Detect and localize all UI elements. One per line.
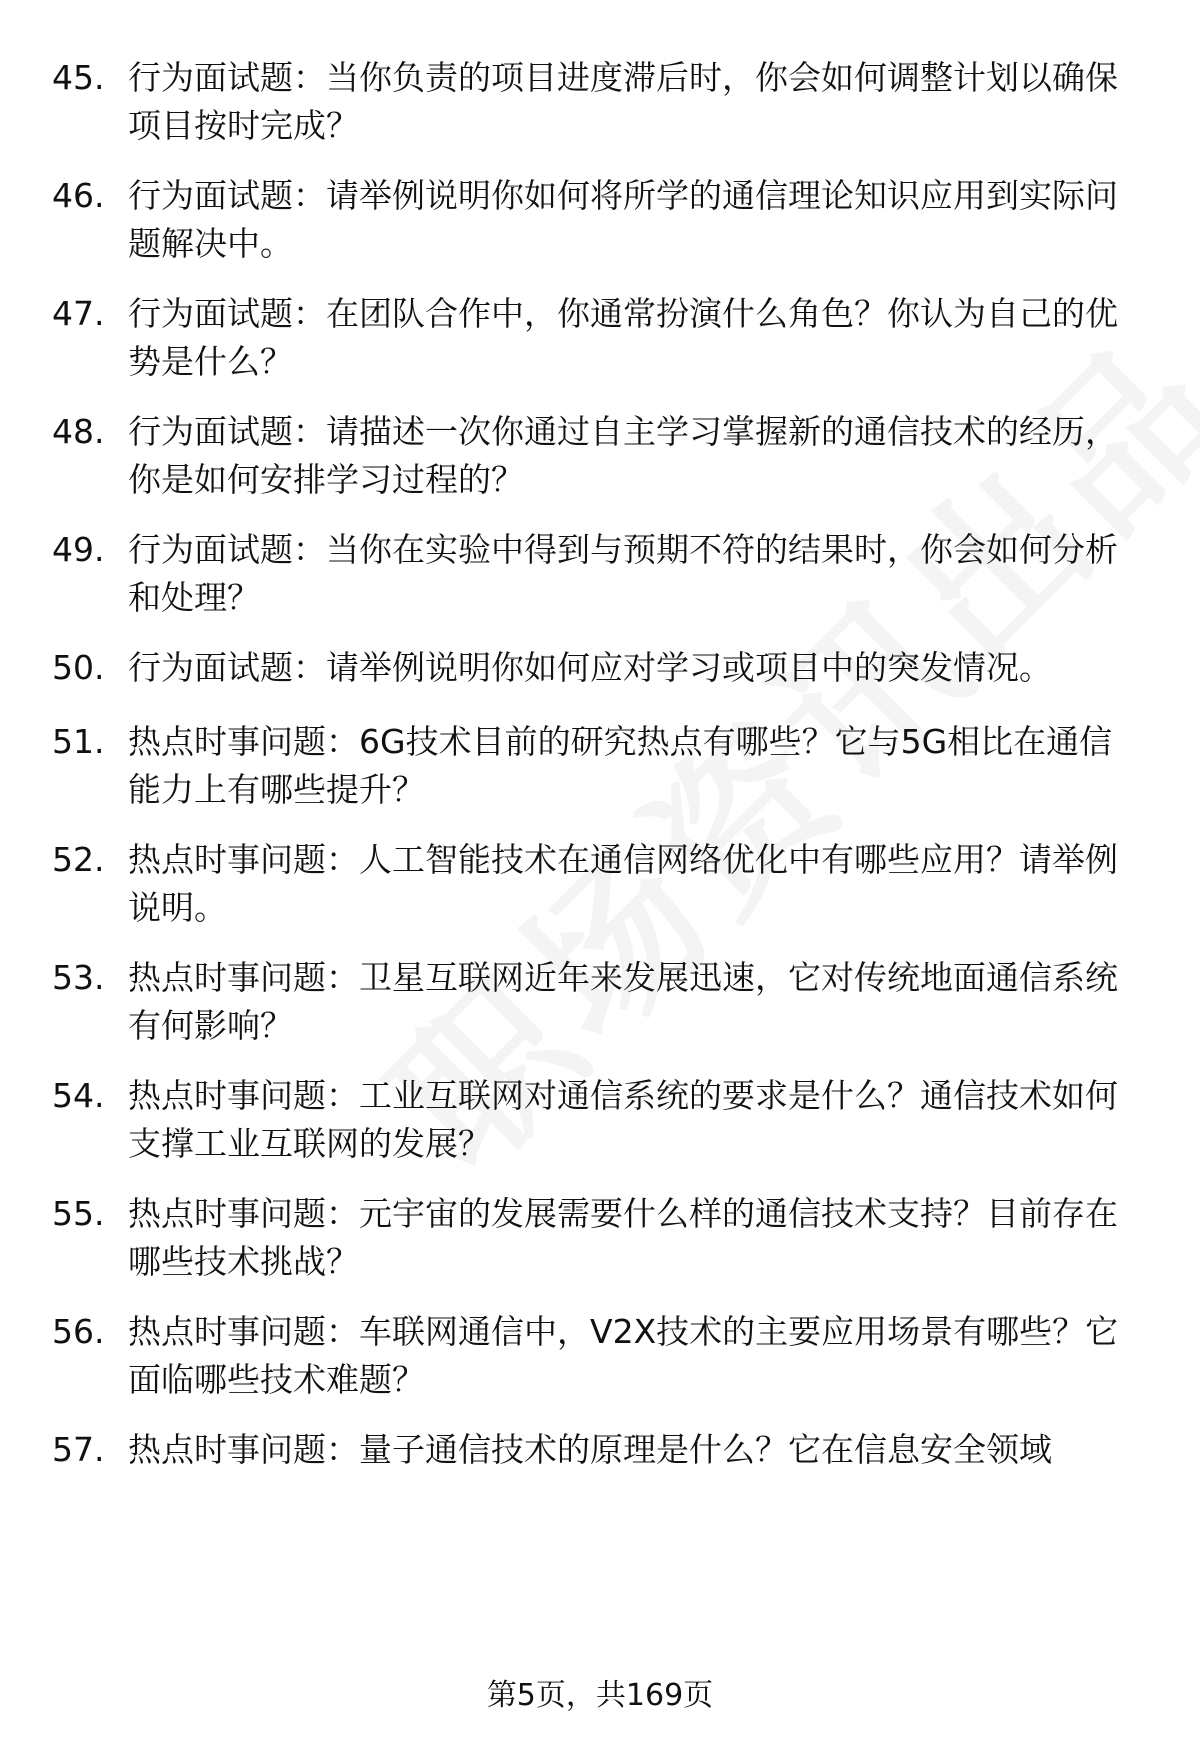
list-item	[0, 836, 1200, 936]
question-number: 46.	[52, 176, 105, 215]
list-item	[0, 526, 1200, 626]
question-text: 热点时事问题：6G技术目前的研究热点有哪些？它与5G相比在通信能力上有哪些提升？	[128, 722, 1113, 809]
question-text: 行为面试题：在团队合作中，你通常扮演什么角色？你认为自己的优势是什么？	[128, 294, 1118, 381]
list-item	[0, 54, 1200, 154]
page-footer: 第5页，共169页	[486, 1678, 714, 1713]
list-item	[0, 290, 1200, 390]
list-item	[0, 172, 1200, 272]
question-text: 热点时事问题：人工智能技术在通信网络优化中有哪些应用？请举例说明。	[128, 840, 1118, 927]
question-text: 行为面试题：请举例说明你如何将所学的通信理论知识应用到实际问题解决中。	[128, 176, 1118, 263]
question-number: 48.	[52, 412, 105, 451]
question-text: 行为面试题：当你负责的项目进度滞后时，你会如何调整计划以确保项目按时完成？	[128, 58, 1118, 145]
question-text: 热点时事问题：车联网通信中，V2X技术的主要应用场景有哪些？它面临哪些技术难题？	[128, 1312, 1119, 1399]
question-text: 热点时事问题：元宇宙的发展需要什么样的通信技术支持？目前存在哪些技术挑战？	[128, 1194, 1118, 1281]
question-number: 50.	[52, 648, 105, 687]
question-text: 热点时事问题：量子通信技术的原理是什么？它在信息安全领域	[128, 1430, 1052, 1469]
question-text: 行为面试题：请描述一次你通过自主学习掌握新的通信技术的经历，你是如何安排学习过程的？	[128, 412, 1118, 499]
question-number: 51.	[52, 722, 105, 761]
list-item	[0, 1426, 1200, 1526]
list-item	[0, 408, 1200, 508]
question-number: 55.	[52, 1194, 105, 1233]
question-number: 53.	[52, 958, 105, 997]
list-item	[0, 1190, 1200, 1290]
question-number: 45.	[52, 58, 105, 97]
question-text: 热点时事问题：工业互联网对通信系统的要求是什么？通信技术如何支撑工业互联网的发展？	[128, 1076, 1118, 1163]
question-number: 57.	[52, 1430, 105, 1469]
question-text: 行为面试题：请举例说明你如何应对学习或项目中的突发情况。	[128, 648, 1052, 687]
question-number: 52.	[52, 840, 105, 879]
question-text: 热点时事问题：卫星互联网近年来发展迅速，它对传统地面通信系统有何影响？	[128, 958, 1118, 1045]
list-item	[0, 954, 1200, 1054]
question-number: 47.	[52, 294, 105, 333]
question-text: 行为面试题：当你在实验中得到与预期不符的结果时，你会如何分析和处理？	[128, 530, 1118, 617]
question-number: 54.	[52, 1076, 105, 1115]
question-number: 56.	[52, 1312, 105, 1351]
question-number: 49.	[52, 530, 105, 569]
list-item	[0, 718, 1200, 818]
list-item	[0, 1308, 1200, 1408]
list-item	[0, 1072, 1200, 1172]
